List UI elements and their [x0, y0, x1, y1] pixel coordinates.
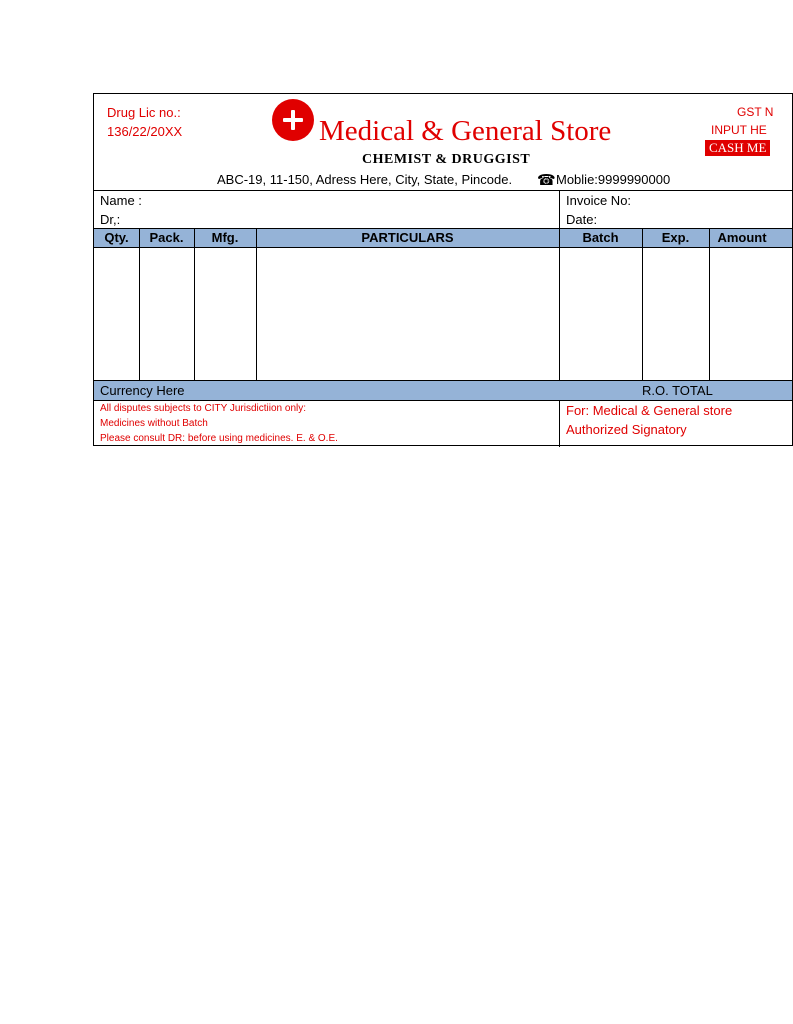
divider [559, 190, 560, 229]
cash-memo-badge: CASH ME [705, 140, 770, 156]
divider [94, 228, 792, 229]
column-header-qty: Qty. [104, 230, 129, 245]
divider [94, 400, 792, 401]
column-header-exp: Exp. [661, 230, 690, 245]
input-label: INPUT HE [711, 123, 767, 137]
column-header-amount: Amount [717, 230, 767, 245]
store-address: ABC-19, 11-150, Adress Here, City, State, Pincode. [217, 172, 513, 187]
ro-total-label: R.O. TOTAL [642, 383, 713, 398]
column-header-mfg: Mfg. [211, 230, 239, 245]
divider [94, 190, 792, 191]
currency-label: Currency Here [100, 383, 185, 398]
drug-license-number: 136/22/20XX [107, 124, 183, 139]
column-header-particulars: PARTICULARS [361, 230, 454, 245]
store-mobile: Moblie:9999990000 [556, 172, 671, 187]
for-store-label: For: Medical & General store [566, 403, 733, 418]
red-cross-plus-icon [272, 99, 314, 141]
invoice-form [93, 93, 793, 446]
customer-name-label: Name : [100, 193, 142, 208]
store-name: Medical & General Store [319, 115, 612, 147]
footer-note-consult: Please consult DR: before using medicines. E. & O.E. [100, 433, 338, 444]
currency-total-bar [94, 381, 792, 400]
items-table-header [94, 229, 792, 247]
invoice-number-label: Invoice No: [566, 193, 632, 208]
gst-number-label: GST N [737, 105, 774, 119]
invoice-date-label: Date: [566, 212, 598, 227]
column-header-batch: Batch [582, 230, 619, 245]
items-table-body[interactable] [94, 248, 792, 381]
store-subtitle: CHEMIST & DRUGGIST [362, 152, 531, 167]
doctor-label: Dr,: [100, 212, 121, 227]
authorized-signatory-label: Authorized Signatory [566, 422, 687, 437]
footer-note-batch: Medicines without Batch [100, 418, 208, 429]
column-header-pack: Pack. [149, 230, 184, 245]
footer-note-jurisdiction: All disputes subjects to CITY Jurisdictiion only: [100, 403, 307, 414]
phone-icon: ☎ [537, 172, 556, 189]
drug-license-label: Drug Lic no.: [107, 105, 181, 120]
